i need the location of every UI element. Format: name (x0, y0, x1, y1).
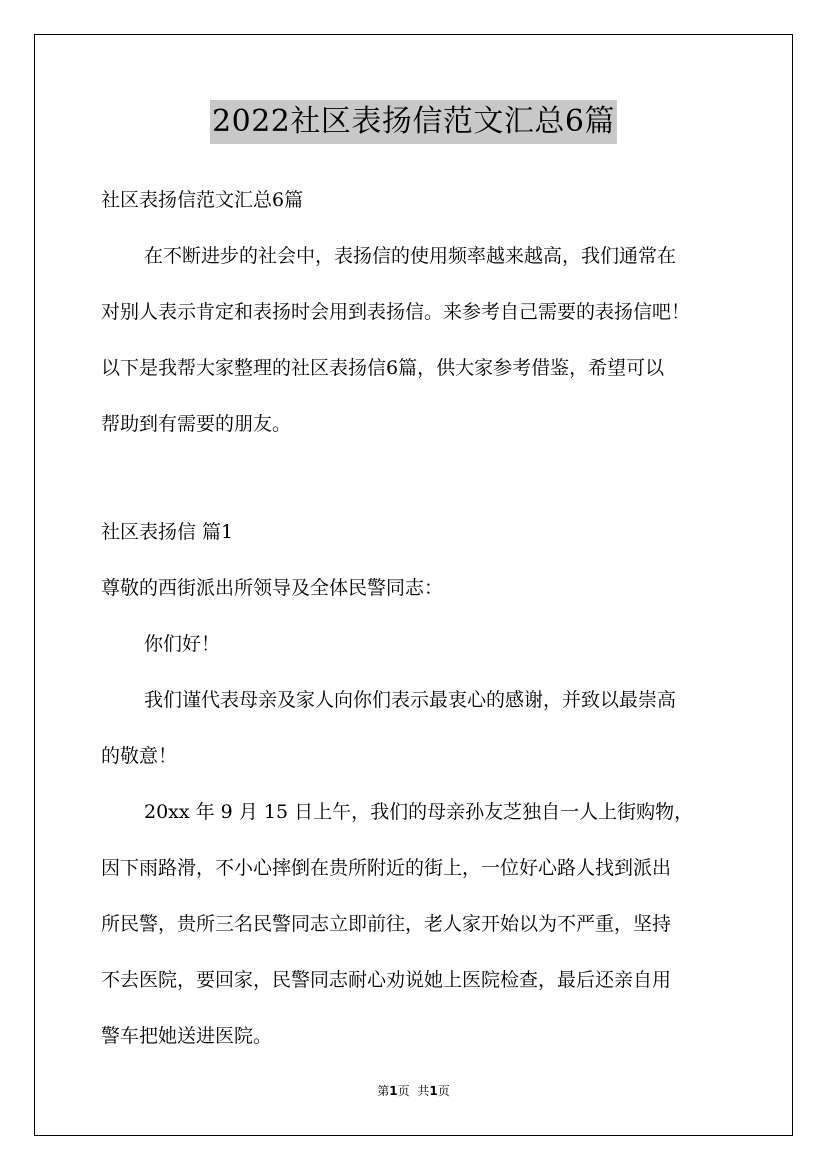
total-label-prefix: 共 (417, 1084, 430, 1098)
document-title: 2022社区表扬信范文汇总6篇 (210, 100, 617, 144)
title-container (0, 100, 827, 144)
page-label-mid: 页 (397, 1084, 410, 1098)
greeting: 你们好！ (144, 633, 221, 655)
intro-line: 对别人表示肯定和表扬时会用到表扬信。来参考自己需要的表扬信吧！ (101, 301, 691, 323)
page-label-prefix: 第 (377, 1084, 390, 1098)
section-heading: 社区表扬信 篇1 (101, 521, 234, 543)
paragraph-line: 20xx 年 9 月 15 日上午，我们的母亲孙友芝独自一人上街购物， (144, 801, 694, 823)
paragraph-line: 我们谨代表母亲及家人向你们表示最衷心的感谢，并致以最崇高 (144, 689, 677, 711)
page-footer (0, 1082, 827, 1099)
paragraph-line: 因下雨路滑，不小心摔倒在贵所附近的街上，一位好心路人找到派出 (101, 857, 672, 879)
paragraph-line: 所民警，贵所三名民警同志立即前往，老人家开始以为不严重，坚持 (101, 913, 672, 935)
document-subtitle: 社区表扬信范文汇总6篇 (101, 189, 304, 211)
page-number: 1 (389, 1084, 398, 1098)
salutation: 尊敬的西街派出所领导及全体民警同志： (101, 577, 444, 599)
total-label-suffix: 页 (437, 1084, 450, 1098)
spacer (101, 452, 731, 504)
intro-line: 在不断进步的社会中，表扬信的使用频率越来越高，我们通常在 (144, 245, 677, 267)
paragraph-line: 不去医院，要回家，民警同志耐心劝说她上医院检查，最后还亲自用 (101, 969, 672, 991)
intro-line: 以下是我帮大家整理的社区表扬信6篇，供大家参考借鉴，希望可以 (101, 357, 665, 379)
total-pages: 1 (429, 1084, 438, 1098)
paragraph-line: 的敬意！ (101, 745, 178, 767)
intro-line: 帮助到有需要的朋友。 (101, 413, 292, 435)
document-body (101, 172, 731, 1064)
paragraph-line: 警车把她送进医院。 (101, 1025, 273, 1047)
